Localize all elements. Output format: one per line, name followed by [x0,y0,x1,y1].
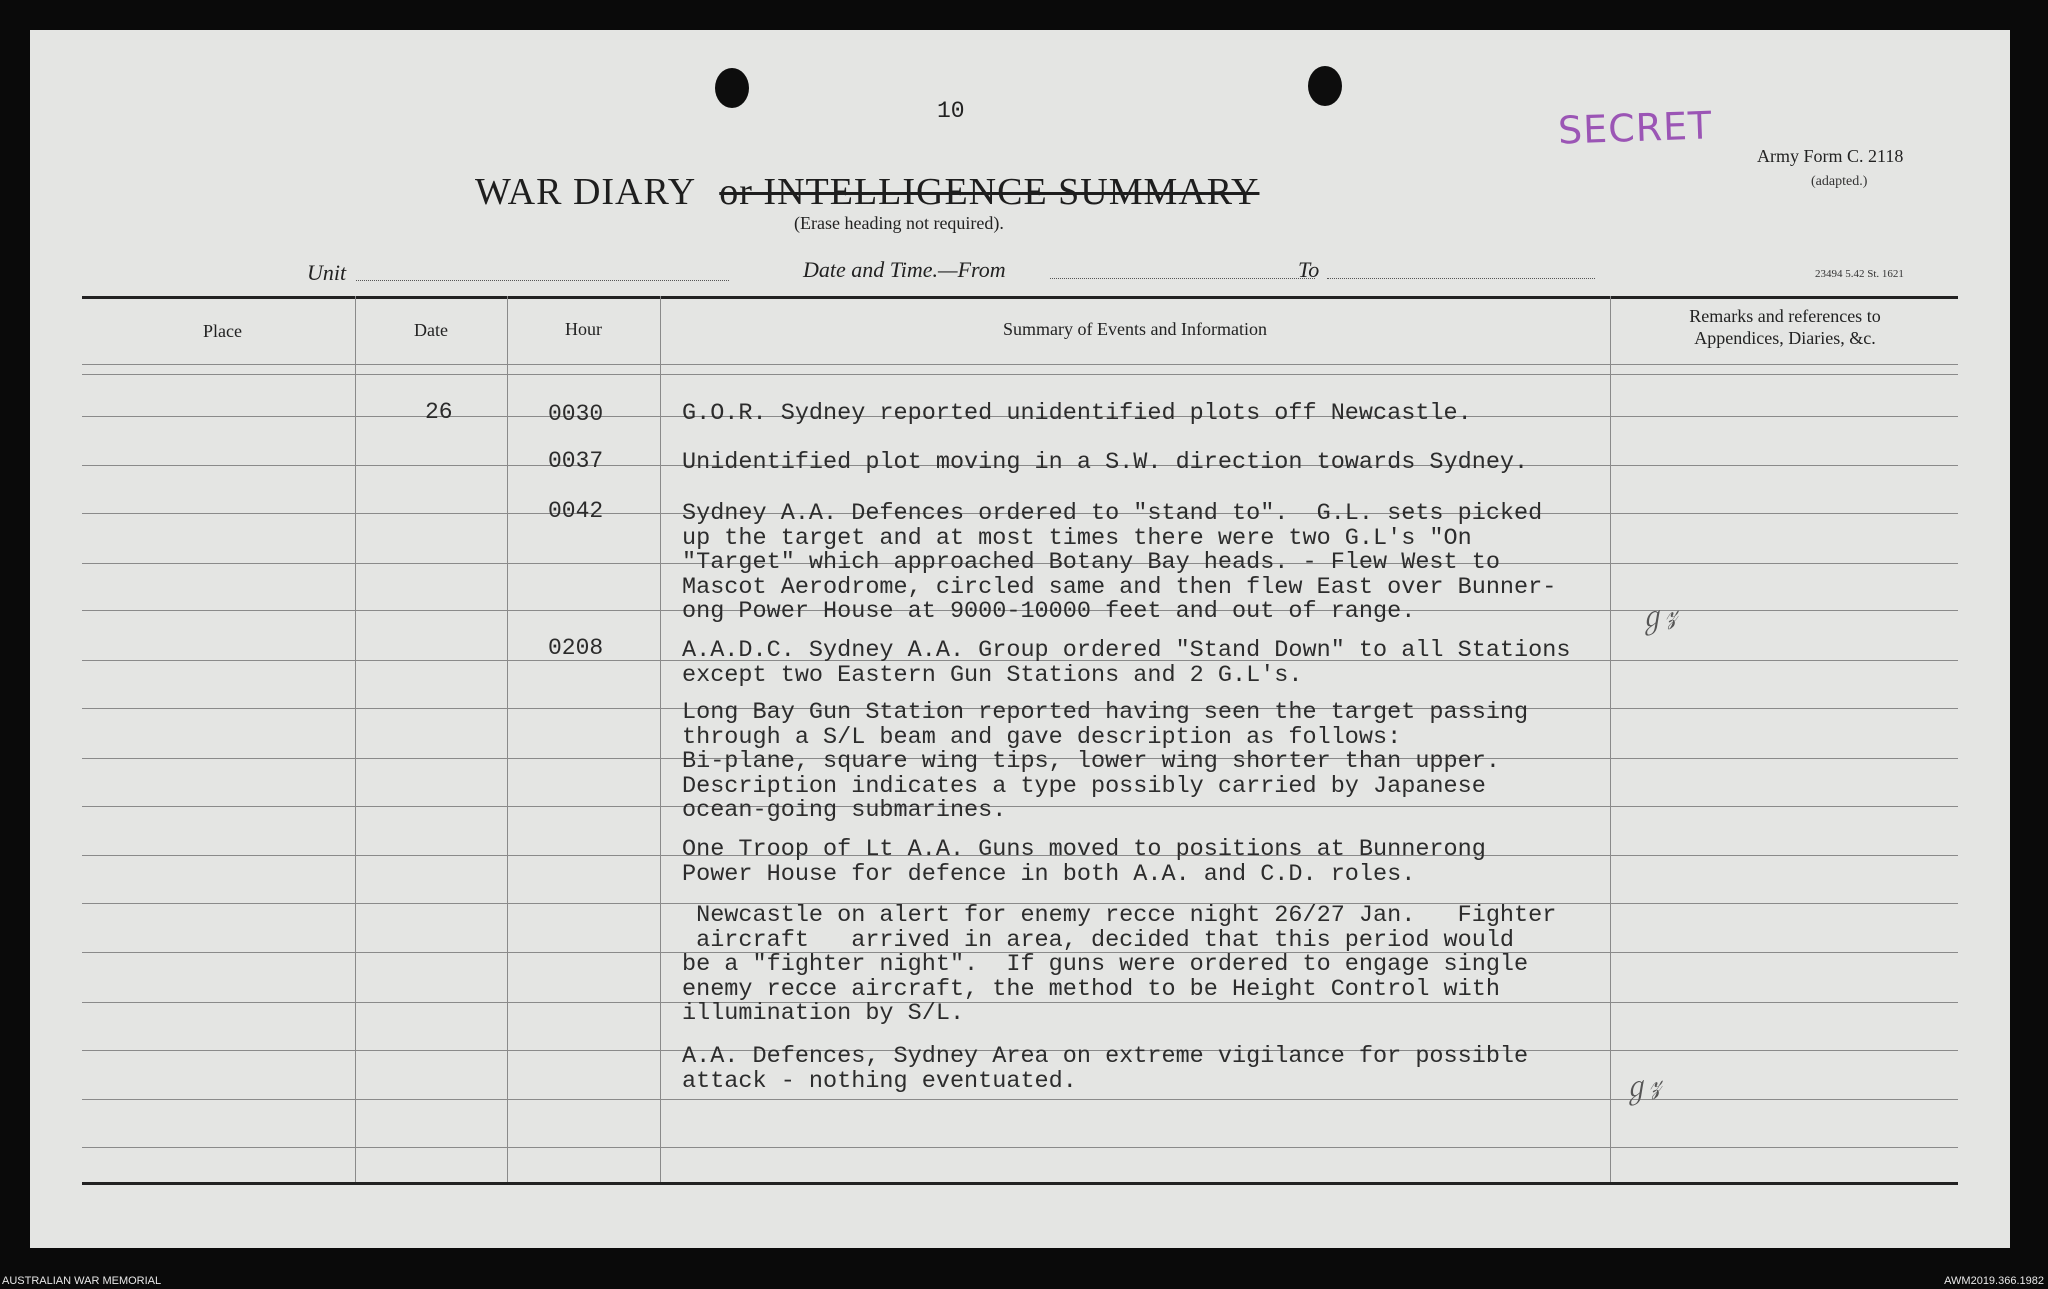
header-bottom-rule [82,364,1958,365]
hour-cell: 0208 [548,635,604,661]
page-number: 10 [937,98,965,124]
header-summary: Summary of Events and Information [1003,319,1267,339]
row-rule [82,1147,1958,1148]
header-date: Date [414,320,448,340]
document-title [475,170,1259,214]
unit-line [356,280,729,281]
table-bottom-rule [82,1182,1958,1185]
summary-entry: A.A. Defences, Sydney Area on extreme vigilance for possible attack - nothing eventuated. [682,1043,1529,1095]
handwritten-initials: ℊ𝓏 [1632,595,1681,638]
date-time-from-label: Date and Time.—From [803,257,1006,282]
date-cell: 26 [425,399,453,425]
hour-cell: 0030 [548,401,604,427]
summary-entry: Long Bay Gun Station reported having seen the target passing through a S/L beam and gave description as follows: Bi-plane, square wing tips, lower wing shorter than upper. Description indicates a type possibly carried by Japanese ocean-going submarines. [682,699,1529,824]
hour-cell: 0037 [548,448,604,474]
table-top-rule [82,296,1958,299]
summary-entry: One Troop of Lt A.A. Guns moved to positions at Bunnerong Power House for defence in both A.A. and C.D. roles. [682,836,1486,888]
punch-hole-left [715,68,749,108]
header-place: Place [203,321,242,341]
title-struck-intelligence-summary: or INTELLIGENCE SUMMARY [719,171,1260,213]
punch-hole-right [1308,66,1342,106]
header-double-rule [82,374,1958,375]
erase-heading-note: (Erase heading not required). [794,213,1004,233]
secret-stamp: SECRET [1557,103,1714,153]
summary-entry: A.A.D.C. Sydney A.A. Group ordered "Stand Down" to all Stations except two Eastern Gun Stations and 2 G.L's. [682,637,1571,689]
header-remarks: Remarks and references to Appendices, Diaries, &c. [1689,306,1881,348]
footer-institution: AUSTRALIAN WAR MEMORIAL [2,1275,162,1287]
army-form-note: (adapted.) [1811,174,1868,189]
army-form-number: Army Form C. 2118 [1757,146,1904,166]
handwritten-initials: ℊ𝓏 [1616,1065,1665,1108]
diary-sheet [30,30,2010,1248]
row-rule [82,1099,1958,1100]
from-line [1050,278,1315,279]
summary-entry: G.O.R. Sydney reported unidentified plots off Newcastle. [682,400,1472,427]
print-reference: 23494 5.42 St. 1621 [1815,268,1904,280]
to-label: To [1298,257,1320,282]
summary-entry: Newcastle on alert for enemy recce night 26/27 Jan. Fighter aircraft arrived in area, decided that this period would be a "fighter night". If guns were ordered to engage single enemy recce aircraft, the method to be Height Control with illumination by S/L. [682,902,1557,1027]
summary-entry: Unidentified plot moving in a S.W. direction towards Sydney. [682,449,1529,476]
unit-label: Unit [307,260,347,285]
footer-accession-number: AWM2019.366.1982 [1944,1275,2044,1287]
to-line [1327,278,1595,279]
hour-cell: 0042 [548,498,604,524]
title-war-diary: WAR DIARY [475,171,695,213]
summary-entry: Sydney A.A. Defences ordered to "stand to". G.L. sets picked up the target and at most times there were two G.L's "On "Target" which approached Botany Bay heads. - Flew West to Mascot Aerodrome, circled same and then flew East over Bunner- ong Power House at 9000-10000 feet and out of range. [682,500,1557,625]
header-hour: Hour [565,319,602,339]
